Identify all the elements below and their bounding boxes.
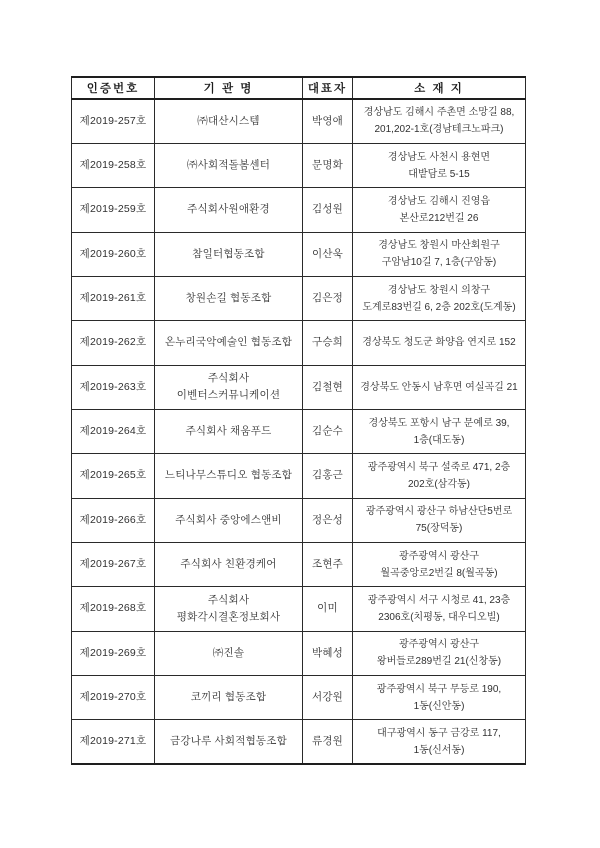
addr-cell xyxy=(353,232,526,276)
cert-cell-text: 제2019-270호 xyxy=(79,691,147,704)
table-row xyxy=(72,321,526,365)
rep-cell-text: 류경원 xyxy=(311,735,344,748)
cert-cell xyxy=(72,365,155,409)
cert-cell xyxy=(72,409,155,453)
certification-table-header xyxy=(72,77,526,99)
table-row xyxy=(72,276,526,320)
header-cert-number: 인증번호 xyxy=(72,77,155,99)
cert-cell-text: 제2019-271호 xyxy=(79,735,147,748)
rep-cell xyxy=(303,454,353,498)
org-cell-text: 평화각시결혼정보회사 xyxy=(176,610,281,623)
cert-cell xyxy=(72,454,155,498)
table-row xyxy=(72,232,526,276)
addr-cell xyxy=(353,587,526,631)
rep-cell-text: 김순수 xyxy=(311,425,344,438)
org-cell-text: 주식회사 xyxy=(207,372,250,385)
addr-cell xyxy=(353,454,526,498)
addr-cell-text: 경상북도 포항시 남구 문예로 39, xyxy=(368,417,510,429)
rep-cell xyxy=(303,498,353,542)
addr-cell-text: 1동(신서동) xyxy=(413,744,465,756)
addr-cell xyxy=(353,409,526,453)
org-cell-text: 주식회사 xyxy=(207,593,250,606)
addr-cell-text: 광주광역시 광산구 xyxy=(398,550,480,562)
addr-cell-text: 광주광역시 북구 무등로 190, xyxy=(376,683,502,695)
rep-cell xyxy=(303,321,353,365)
addr-cell xyxy=(353,188,526,232)
table-row xyxy=(72,675,526,719)
rep-cell xyxy=(303,587,353,631)
addr-cell xyxy=(353,143,526,187)
cert-cell xyxy=(72,232,155,276)
table-row xyxy=(72,99,526,143)
rep-cell-text: 김홍근 xyxy=(311,469,344,482)
org-cell xyxy=(155,631,303,675)
addr-cell-text: 경상북도 안동시 남후면 여실곡길 21 xyxy=(360,381,518,393)
addr-cell xyxy=(353,276,526,320)
header-location: 소 재 지 xyxy=(353,77,526,99)
cert-cell xyxy=(72,143,155,187)
cert-cell-text: 제2019-260호 xyxy=(79,247,147,260)
org-cell-text: 느티나무스튜디오 협동조합 xyxy=(164,469,293,482)
rep-cell-text: 김철현 xyxy=(311,380,344,393)
cert-cell-text: 제2019-261호 xyxy=(79,292,147,305)
org-cell-text: ㈜진솔 xyxy=(212,646,245,659)
addr-cell-text: 광주광역시 서구 시청로 41, 23층 xyxy=(367,594,511,606)
org-cell xyxy=(155,232,303,276)
org-cell-text: 주식회사 친환경케어 xyxy=(180,558,277,571)
cert-cell-text: 제2019-262호 xyxy=(79,336,147,349)
rep-cell-text: 조현주 xyxy=(311,558,344,571)
org-cell-text: ㈜사회적돌봄센터 xyxy=(186,159,271,172)
rep-cell-text: 김성원 xyxy=(311,203,344,216)
rep-cell xyxy=(303,188,353,232)
cert-cell xyxy=(72,188,155,232)
addr-cell-text: 대밭담로 5-15 xyxy=(408,168,470,180)
rep-cell-text: 김은정 xyxy=(311,292,344,305)
rep-cell xyxy=(303,542,353,586)
org-cell xyxy=(155,99,303,143)
rep-cell-text: 정은성 xyxy=(311,513,344,526)
cert-cell xyxy=(72,720,155,764)
addr-cell-text: 경상남도 김해시 진영읍 xyxy=(387,195,491,207)
table-row xyxy=(72,498,526,542)
rep-cell xyxy=(303,276,353,320)
org-cell-text: 이벤터스커뮤니케이션 xyxy=(176,389,281,402)
org-cell-text: 주식회사 채움푸드 xyxy=(185,425,272,438)
certification-table xyxy=(71,76,526,765)
rep-cell-text: 이산욱 xyxy=(311,247,344,260)
rep-cell-text: 구승희 xyxy=(311,336,344,349)
org-cell xyxy=(155,409,303,453)
rep-cell-text: 이미 xyxy=(317,602,338,615)
cert-cell xyxy=(72,542,155,586)
addr-cell-text: 월곡중앙로2번길 8(월곡동) xyxy=(380,567,498,579)
addr-cell-text: 201,202-1호(경남테크노파크) xyxy=(374,124,504,136)
table-row xyxy=(72,188,526,232)
org-cell-text: 참일터협동조합 xyxy=(192,247,265,260)
table-row xyxy=(72,542,526,586)
table-row xyxy=(72,454,526,498)
org-cell-text: 주식회사 중앙에스앤비 xyxy=(175,513,282,526)
table-row xyxy=(72,631,526,675)
cert-cell xyxy=(72,498,155,542)
addr-cell-text: 경상북도 청도군 화양읍 연지로 152 xyxy=(362,337,516,349)
addr-cell-text: 75(장덕동) xyxy=(415,523,463,535)
cert-cell xyxy=(72,675,155,719)
cert-cell xyxy=(72,321,155,365)
cert-cell-text: 제2019-264호 xyxy=(79,425,147,438)
cert-cell-text: 제2019-263호 xyxy=(79,380,147,393)
addr-cell-text: 왕버들로289번길 21(신창동) xyxy=(376,656,502,668)
addr-cell xyxy=(353,631,526,675)
addr-cell-text: 202호(삼각동) xyxy=(408,478,470,490)
org-cell-text: 금강나루 사회적협동조합 xyxy=(170,735,287,748)
cert-cell xyxy=(72,587,155,631)
org-cell xyxy=(155,188,303,232)
addr-cell-text: 경상남도 사천시 용현면 xyxy=(387,151,491,163)
addr-cell xyxy=(353,365,526,409)
cert-cell xyxy=(72,631,155,675)
rep-cell xyxy=(303,675,353,719)
table-row xyxy=(72,720,526,764)
addr-cell-text: 1동(신안동) xyxy=(413,700,465,712)
org-cell-text: 코끼리 협동조합 xyxy=(190,691,267,704)
addr-cell-text: 대구광역시 동구 금강로 117, xyxy=(377,727,501,739)
cert-cell-text: 제2019-258호 xyxy=(79,159,147,172)
rep-cell-text: 박혜성 xyxy=(311,646,344,659)
addr-cell-text: 2306호(치평동, 대우디오빌) xyxy=(378,611,500,623)
org-cell xyxy=(155,454,303,498)
table-row xyxy=(72,587,526,631)
cert-cell-text: 제2019-269호 xyxy=(79,646,147,659)
org-cell xyxy=(155,143,303,187)
rep-cell xyxy=(303,232,353,276)
addr-cell xyxy=(353,99,526,143)
addr-cell xyxy=(353,321,526,365)
rep-cell xyxy=(303,409,353,453)
rep-cell xyxy=(303,99,353,143)
addr-cell-text: 광주광역시 광산구 하남산단5번로 xyxy=(365,506,513,518)
org-cell xyxy=(155,365,303,409)
rep-cell-text: 문명화 xyxy=(311,159,344,172)
org-cell xyxy=(155,321,303,365)
org-cell-text: 창원손길 협동조합 xyxy=(185,292,272,305)
table-row xyxy=(72,365,526,409)
addr-cell xyxy=(353,720,526,764)
cert-cell-text: 제2019-267호 xyxy=(79,558,147,571)
rep-cell xyxy=(303,631,353,675)
org-cell xyxy=(155,498,303,542)
header-org-name: 기 관 명 xyxy=(155,77,303,99)
org-cell-text: 온누리국악예술인 협동조합 xyxy=(164,336,293,349)
addr-cell xyxy=(353,542,526,586)
org-cell xyxy=(155,720,303,764)
org-cell xyxy=(155,276,303,320)
header-representative: 대표자 xyxy=(303,77,353,99)
addr-cell-text: 구암남10길 7, 1층(구암동) xyxy=(381,257,497,269)
addr-cell-text: 경상남도 김해시 주촌면 소망길 88, xyxy=(363,107,515,119)
org-cell-text: ㈜대산시스템 xyxy=(197,114,260,127)
rep-cell-text: 서강원 xyxy=(311,691,344,704)
addr-cell xyxy=(353,675,526,719)
org-cell xyxy=(155,587,303,631)
org-cell xyxy=(155,542,303,586)
addr-cell-text: 광주광역시 광산구 xyxy=(398,639,480,651)
header-row xyxy=(72,77,526,99)
cert-cell xyxy=(72,99,155,143)
addr-cell-text: 본산로212번길 26 xyxy=(399,212,479,224)
cert-cell xyxy=(72,276,155,320)
rep-cell xyxy=(303,143,353,187)
cert-cell-text: 제2019-259호 xyxy=(79,203,147,216)
addr-cell-text: 경상남도 창원시 의창구 xyxy=(387,284,491,296)
addr-cell-text: 광주광역시 북구 설죽로 471, 2층 xyxy=(367,461,511,473)
cert-cell-text: 제2019-268호 xyxy=(79,602,147,615)
org-cell-text: 주식회사원애환경 xyxy=(187,203,270,216)
cert-cell-text: 제2019-266호 xyxy=(79,513,147,526)
certification-table-body xyxy=(72,99,526,764)
table-row xyxy=(72,143,526,187)
rep-cell xyxy=(303,365,353,409)
cert-cell-text: 제2019-257호 xyxy=(79,114,147,127)
addr-cell-text: 도계로83번길 6, 2층 202호(도계동) xyxy=(362,301,516,313)
table-row xyxy=(72,409,526,453)
addr-cell-text: 1층(대도동) xyxy=(413,434,465,446)
rep-cell-text: 박영애 xyxy=(311,114,344,127)
addr-cell-text: 경상남도 창원시 마산회원구 xyxy=(378,240,500,252)
org-cell xyxy=(155,675,303,719)
rep-cell xyxy=(303,720,353,764)
cert-cell-text: 제2019-265호 xyxy=(79,469,147,482)
addr-cell xyxy=(353,498,526,542)
